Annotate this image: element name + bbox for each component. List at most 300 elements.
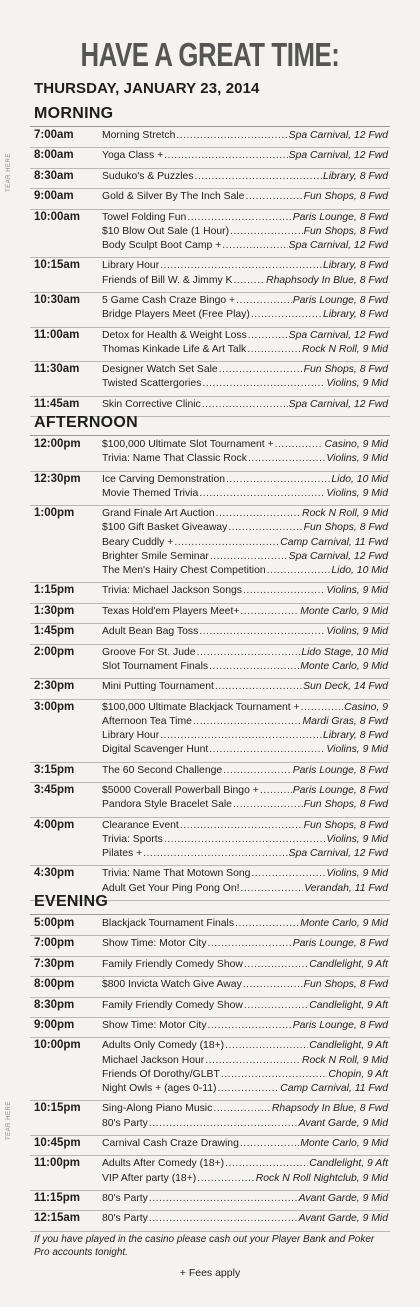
event-location: Rhaphsody In Blue, 8 Fwd [266,274,388,286]
event-item [102,646,388,660]
event-name: 80's Party [102,1193,148,1204]
event-time: 11:00pm [34,1157,81,1170]
event-list [102,329,388,357]
event-item [102,170,388,184]
event-list [102,294,388,322]
dot-leader [176,129,287,143]
event-item [102,225,388,239]
dot-leader [244,999,308,1013]
event-name: Adults After Comedy (18+) [102,1158,225,1170]
event-time: 7:00pm [34,937,75,950]
event-location: Spa Carnival, 12 Fwd [288,240,388,251]
row-divider [30,505,390,506]
event-location: Lido Stage, 10 Mid [301,646,388,658]
event-location: Violins, 9 Mid [326,378,388,390]
event-list [102,784,388,812]
event-location: Paris Lounge, 8 Fwd [292,938,388,950]
row-divider [30,865,390,866]
row-divider [30,935,390,936]
event-list [102,701,388,758]
event-time: 10:15am [34,259,81,272]
event-location: Monte Carlo, 9 Mid [300,660,388,672]
event-item [102,1192,388,1206]
event-item [102,190,388,204]
event-item [102,999,388,1013]
event-location: Paris Lounge, 8 Fwd [292,295,388,306]
event-time: 10:45pm [34,1137,81,1149]
event-list [102,1192,388,1206]
event-name: Adult Bean Bag Toss [102,626,199,638]
tear-here-label: TEAR HERE [6,153,12,192]
casino-footnote: If you have played in the casino please cash out your Player Bank and Poker Pro accounts tonight. [34,1234,375,1258]
event-time: 10:15pm [34,1102,81,1115]
dot-leader [213,1102,271,1116]
event-name: 80's Party [102,1213,148,1225]
dot-leader [149,1192,298,1206]
dot-leader [222,239,287,253]
event-location: Violins, 9 Mid [326,453,388,465]
event-list [102,917,388,931]
row-divider [30,817,390,818]
event-item [102,363,388,377]
event-list [102,1157,388,1185]
event-item [102,625,388,639]
event-item [102,398,388,412]
event-item [102,564,388,578]
dot-leader [225,1039,308,1053]
event-name: Adult Get Your Ping Pong On! [102,882,240,894]
event-list [102,398,388,412]
section-divider [30,435,390,436]
event-name: Trivia: Michael Jackson Songs [102,585,242,597]
dot-leader [215,680,302,694]
event-location: Monte Carlo, 9 Mid [300,605,388,617]
event-name: Michael Jackson Hour [102,1054,205,1066]
event-list [102,584,388,598]
event-item [102,680,388,694]
event-item [102,308,388,322]
event-name: 80's Party [102,1117,148,1129]
event-time: 9:00pm [34,1019,75,1031]
event-name: Beary Cuddly + [102,536,174,548]
event-location: Spa Carnival, 12 Fwd [288,398,388,410]
dot-leader [240,1137,299,1151]
event-location: Lido, 10 Mid [331,565,388,576]
row-divider [30,762,390,763]
dot-leader [301,701,343,715]
event-item [102,536,388,550]
event-name: Show Time: Motor City [102,1020,207,1031]
event-item [102,819,388,833]
row-divider [30,1100,390,1101]
event-name: $100,000 Ultimate Slot Tournament + [102,439,274,450]
event-list [102,1039,388,1096]
event-time: 1:30pm [34,604,75,617]
event-list [102,438,388,466]
event-name: Towel Folding Fun [102,211,187,223]
row-divider [30,1190,390,1191]
row-divider [30,1231,390,1232]
event-item [102,867,388,881]
event-location: Violins, 9 Mid [326,833,388,845]
section-divider [30,914,390,915]
row-divider [30,396,390,397]
event-time: 8:30am [34,169,74,182]
event-name: Pilates + [102,848,143,859]
dot-leader [267,564,331,578]
event-name: Night Owls + (ages 0-11) [102,1083,217,1094]
event-time: 2:30pm [34,680,75,693]
dot-leader [187,211,291,225]
event-name: Family Friendly Comedy Show [102,958,243,970]
dot-leader [243,584,325,598]
event-item [102,521,388,535]
event-location: Violins, 9 Mid [326,585,388,597]
event-location: Avant Garde, 9 Mid [298,1213,388,1225]
event-name: Trivia: Name That Motown Song [102,868,251,880]
event-list [102,680,388,694]
event-time: 3:00pm [34,700,75,713]
dot-leader [202,398,288,412]
event-location: Candlelight, 9 Aft [309,1040,388,1052]
event-list [102,605,388,619]
event-item [102,1054,388,1068]
event-name: Movie Themed Trivia [102,487,199,499]
event-list [102,764,388,778]
event-location: Library, 8 Fwd [322,170,388,182]
row-divider [30,699,390,700]
event-name: Morning Stretch [102,130,176,141]
row-divider [30,168,390,169]
event-location: Rock N Roll, 9 Mid [301,508,388,520]
dot-leader [180,819,303,833]
event-item [102,660,388,674]
event-location: Rock N Roll, 9 Mid [301,1054,388,1066]
event-location: Violins, 9 Mid [326,487,388,499]
dot-leader [202,377,325,391]
event-name: $5000 Coverall Powerball Bingo + [102,785,259,796]
event-location: Candlelight, 9 Aft [309,958,388,970]
event-item [102,149,388,163]
event-item [102,1102,388,1116]
event-list [102,1212,388,1226]
dot-leader [228,521,302,535]
event-location: Spa Carnival, 12 Fwd [288,150,388,162]
event-item [102,1137,388,1151]
dot-leader [195,170,322,184]
event-location: Avant Garde, 9 Mid [298,1117,388,1129]
event-name: $100 Gift Basket Giveaway [102,522,228,534]
row-divider [30,1155,390,1156]
dot-leader [223,764,292,778]
event-time: 10:30am [34,294,81,306]
section-heading-evening: EVENING [34,893,109,910]
dot-leader [236,294,292,308]
event-name: Groove For St. Jude [102,646,196,658]
event-time: 10:00pm [34,1039,81,1052]
dot-leader [209,743,325,757]
event-item [102,274,388,288]
page-title: HAVE A GREAT TIME: [80,36,340,73]
event-item [102,1019,388,1033]
dot-leader [219,363,303,377]
event-location: Spa Carnival, 12 Fwd [288,329,388,341]
event-name: Sing-Along Piano Music [102,1103,213,1115]
event-time: 11:30am [34,363,80,376]
event-time: 7:00am [34,129,74,141]
event-location: Spa Carnival, 12 Fwd [288,130,388,141]
event-location: Violins, 9 Mid [326,744,388,756]
dot-leader [230,225,303,239]
section-divider [30,126,390,127]
row-divider [30,1017,390,1018]
event-item [102,239,388,253]
dot-leader [174,536,279,550]
event-name: Library Hour [102,730,160,741]
event-location: Paris Lounge, 8 Fwd [292,1020,388,1031]
event-item [102,294,388,308]
event-name: Detox for Health & Weight Loss [102,329,247,341]
row-divider [30,976,390,977]
event-location: Fun Shops, 8 Fwd [303,364,388,376]
row-divider [30,257,390,258]
event-list [102,1019,388,1033]
event-time: 10:00am [34,210,81,223]
event-item [102,1082,388,1096]
event-location: Fun Shops, 8 Fwd [303,799,388,811]
event-name: Friends Of Dorothy/GLBT [102,1068,220,1080]
event-item [102,584,388,598]
event-time: 1:00pm [34,507,75,520]
dot-leader [197,1172,255,1186]
event-list [102,646,388,674]
event-list [102,999,388,1013]
event-location: Fun Shops, 8 Fwd [303,522,388,534]
dot-leader [245,190,302,204]
event-location: Camp Carnival, 11 Fwd [280,1083,388,1094]
row-divider [30,292,390,293]
dot-leader [149,1117,298,1131]
event-name: Digital Scavenger Hunt [102,744,209,756]
row-divider [30,1210,390,1211]
row-divider [30,1135,390,1136]
event-list [102,625,388,639]
event-time: 12:00pm [34,438,81,450]
event-time: 12:30pm [34,472,81,485]
dot-leader [208,937,292,951]
event-list [102,259,388,287]
event-item [102,798,388,812]
event-list [102,190,388,204]
event-item [102,729,388,743]
event-time: 12:15am [34,1212,81,1225]
event-time: 8:00am [34,149,74,162]
row-divider [30,582,390,583]
event-location: Casino, 9 [344,701,388,713]
dot-leader [193,715,302,729]
event-item [102,129,388,143]
event-time: 8:00pm [34,978,75,991]
event-location: Paris Lounge, 8 Fwd [292,764,388,776]
event-location: Fun Shops, 8 Fwd [303,191,388,203]
event-name: Trivia: Name That Classic Rock [102,453,247,465]
event-time: 9:00am [34,190,74,203]
event-location: Mardi Gras, 8 Fwd [302,715,388,727]
event-time: 11:00am [34,328,80,341]
event-time: 2:00pm [34,645,75,658]
event-item [102,1157,388,1171]
row-divider [30,471,390,472]
event-item [102,377,388,391]
row-divider [30,644,390,645]
event-item [102,764,388,778]
event-list [102,978,388,992]
event-list [102,1102,388,1130]
event-name: Yoga Class + [102,150,164,162]
event-name: Adults Only Comedy (18+) [102,1040,225,1052]
event-item [102,784,388,798]
event-time: 3:15pm [34,763,75,776]
event-name: Gold & Silver By The Inch Sale [102,191,245,203]
event-time: 4:00pm [34,818,75,831]
event-name: Body Sculpt Boot Camp + [102,240,222,251]
event-time: 3:45pm [34,784,75,796]
event-time: 4:30pm [34,867,75,880]
event-name: VIP After party (18+) [102,1172,197,1184]
event-location: Library, 8 Fwd [322,730,388,741]
event-location: Avant Garde, 9 Mid [298,1193,388,1204]
event-item [102,473,388,487]
event-name: Slot Tournament Finals [102,660,209,672]
event-time: 1:45pm [34,625,75,638]
event-list [102,170,388,184]
row-divider [30,209,390,210]
event-list [102,129,388,143]
event-location: Candlelight, 9 Aft [309,999,388,1011]
dot-leader [205,1054,301,1068]
dot-leader [164,833,326,847]
event-item [102,1212,388,1226]
event-name: Ice Carving Demonstration [102,473,226,485]
event-time: 11:45am [34,397,80,410]
event-item [102,487,388,501]
section-heading-afternoon: AFTERNOON [34,414,139,431]
event-name: Skin Corrective Clinic [102,398,201,410]
row-divider [30,361,390,362]
event-location: Fun Shops, 8 Fwd [303,819,388,831]
dot-leader [216,507,301,521]
fees-note: + Fees apply [179,1267,241,1279]
event-list [102,937,388,951]
section-heading-morning: MORNING [34,105,114,122]
dot-leader [275,438,324,452]
event-list [102,867,388,895]
event-name: $800 Invicta Watch Give Away [102,979,242,991]
event-list [102,1137,388,1151]
event-item [102,507,388,521]
row-divider [30,956,390,957]
event-name: Mini Putting Tournament [102,681,214,693]
row-divider [30,623,390,624]
dot-leader [160,729,322,743]
dot-leader [226,473,330,487]
event-name: Texas Hold'em Players Meet+ [102,605,240,617]
event-name: The Men's Hairy Chest Competition [102,565,266,576]
dot-leader [260,784,292,798]
event-time: 5:00pm [34,917,75,929]
dot-leader [251,867,325,881]
row-divider [30,327,390,328]
event-name: Family Friendly Comedy Show [102,999,243,1011]
event-item [102,882,388,896]
event-name: Suduko's & Puzzles [102,170,194,182]
event-item [102,1068,388,1082]
event-list [102,211,388,254]
event-name: Designer Watch Set Sale [102,364,218,376]
event-location: Paris Lounge, 8 Fwd [292,785,388,796]
event-item [102,1172,388,1186]
event-item [102,550,388,564]
dot-leader [164,149,288,163]
event-location: Camp Carnival, 11 Fwd [280,536,388,548]
event-name: Pandora Style Bracelet Sale [102,799,232,811]
event-name: Thomas Kinkade Life & Art Talk [102,343,247,355]
event-name: Library Hour [102,260,160,272]
event-name: Show Time: Motor City [102,938,207,950]
dot-leader [233,798,303,812]
event-location: Rock N Roll, 9 Mid [301,343,388,355]
dot-leader [248,329,288,343]
event-name: Grand Finale Art Auction [102,508,215,520]
event-item [102,743,388,757]
event-name: Bridge Players Meet (Free Play) [102,309,250,321]
row-divider [30,188,390,189]
row-divider [30,782,390,783]
event-item [102,438,388,452]
event-location: Monte Carlo, 9 Mid [300,918,388,929]
event-location: Casino, 9 Mid [324,439,388,450]
schedule-date: THURSDAY, JANUARY 23, 2014 [34,80,260,97]
dot-leader [199,625,325,639]
dot-leader [240,605,299,619]
row-divider [30,1037,390,1038]
event-name: Clearance Event [102,819,179,831]
event-location: Library, 8 Fwd [322,260,388,272]
event-list [102,819,388,862]
row-divider [30,147,390,148]
event-location: Candlelight, 9 Aft [309,1158,388,1170]
event-item [102,211,388,225]
event-location: Rhapsody In Blue, 8 Fwd [271,1103,388,1115]
dot-leader [149,1212,298,1226]
event-time: 11:15pm [34,1192,81,1204]
event-item [102,452,388,466]
event-location: Rock N Roll Nightclub, 9 Mid [255,1172,388,1184]
event-item [102,917,388,931]
dot-leader [209,660,299,674]
event-location: Library, 8 Fwd [322,309,388,321]
dot-leader [225,1157,308,1171]
event-location: Spa Carnival, 12 Fwd [288,550,388,562]
event-location: Lido, 10 Mid [331,473,388,485]
dot-leader [243,978,303,992]
event-item [102,259,388,273]
event-time: 7:30pm [34,957,75,970]
dot-leader [251,308,322,322]
event-item [102,847,388,861]
dot-leader [160,259,322,273]
event-name: Blackjack Tournament Finals [102,918,235,929]
